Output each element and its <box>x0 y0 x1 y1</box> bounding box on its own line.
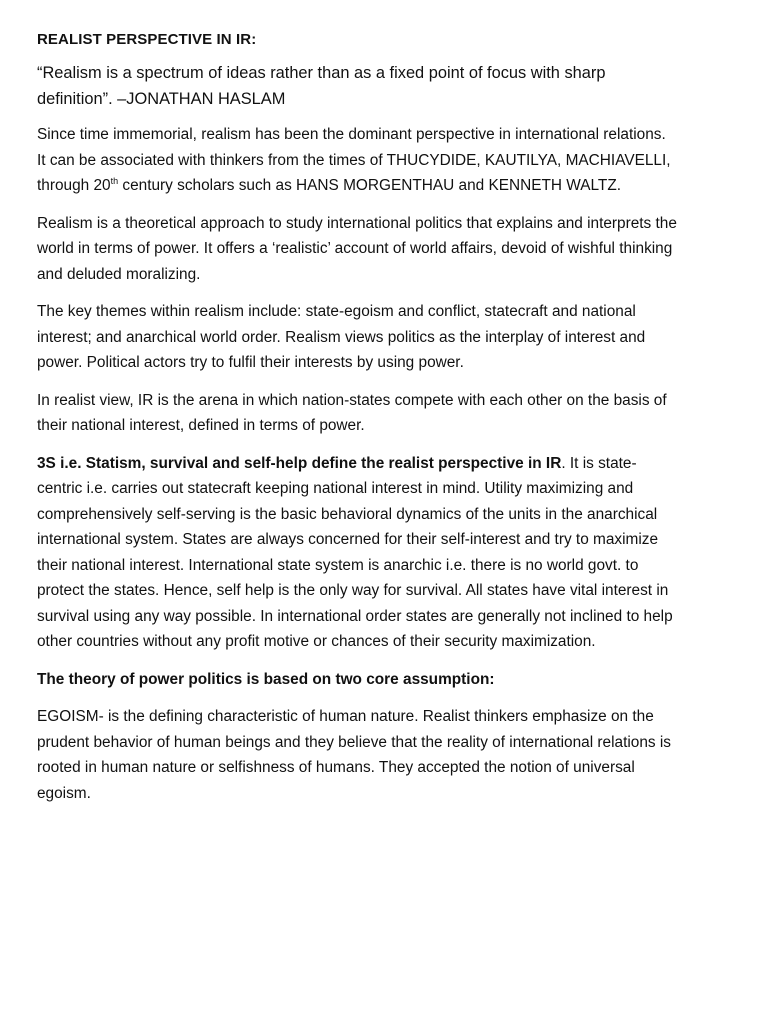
superscript-th: th <box>110 175 119 186</box>
paragraph-origins-text: Since time immemorial, realism has been the dominant perspective in international relations. It can be associated with thinkers from the times of THUCYDIDE, KAUTILYA, MACHIAVELLI, through 20 <box>37 126 671 194</box>
paragraph-key-themes: The key themes within realism include: state-egoism and conflict, statecraft and national interest; and anarchical world order. Realism views politics as the interplay of interest and power. Political actors try to fulfil their interests by using power. <box>37 303 646 371</box>
paragraph-origins-text-end: century scholars such as HANS MORGENTHAU and KENNETH WALTZ. <box>118 177 622 194</box>
haslam-quote: “Realism is a spectrum of ideas rather than as a fixed point of focus with sharp definition”. –JONATHAN HASLAM <box>37 64 606 108</box>
paragraph-origins <box>37 122 677 199</box>
document-heading: REALIST PERSPECTIVE IN IR: <box>37 31 257 48</box>
paragraph-egoism: EGOISM- is the defining characteristic of human nature. Realist thinkers emphasize on the prudent behavior of human beings and they believe that the reality of international relations is rooted in human nature or selfishness of humans. They accepted the notion of universal egoism. <box>37 708 671 802</box>
paragraph-realist-view: In realist view, IR is the arena in which nation-states compete with each other on the basis of their national interest, defined in terms of power. <box>37 391 667 434</box>
three-s-text: . It is state-centric i.e. carries out statecraft keeping national interest in mind. Utility maximizing and comprehensively self-serving is the basic behavioral dynamics of the units in the anarchical international system. States are always concerned for their self-interest and try to maximize their national interest. International state system is anarchic i.e. there is no world govt. to protect the states. Hence, self help is the only way for survival. All states have vital interest in survival using any way possible. In international order states are generally not inclined to help other countries without any profit motive or chances of their security maximization. <box>37 454 673 650</box>
paragraph-three-s <box>37 451 677 655</box>
document-page <box>37 28 677 818</box>
paragraph-definition: Realism is a theoretical approach to study international politics that explains and interprets the world in terms of power. It offers a ‘realistic’ account of world affairs, devoid of wishful thinking and deluded moralizing. <box>37 214 677 283</box>
power-politics-subheading: The theory of power politics is based on two core assumption: <box>37 670 495 688</box>
three-s-bold-lead: 3S i.e. Statism, survival and self-help define the realist perspective in IR <box>37 454 562 472</box>
